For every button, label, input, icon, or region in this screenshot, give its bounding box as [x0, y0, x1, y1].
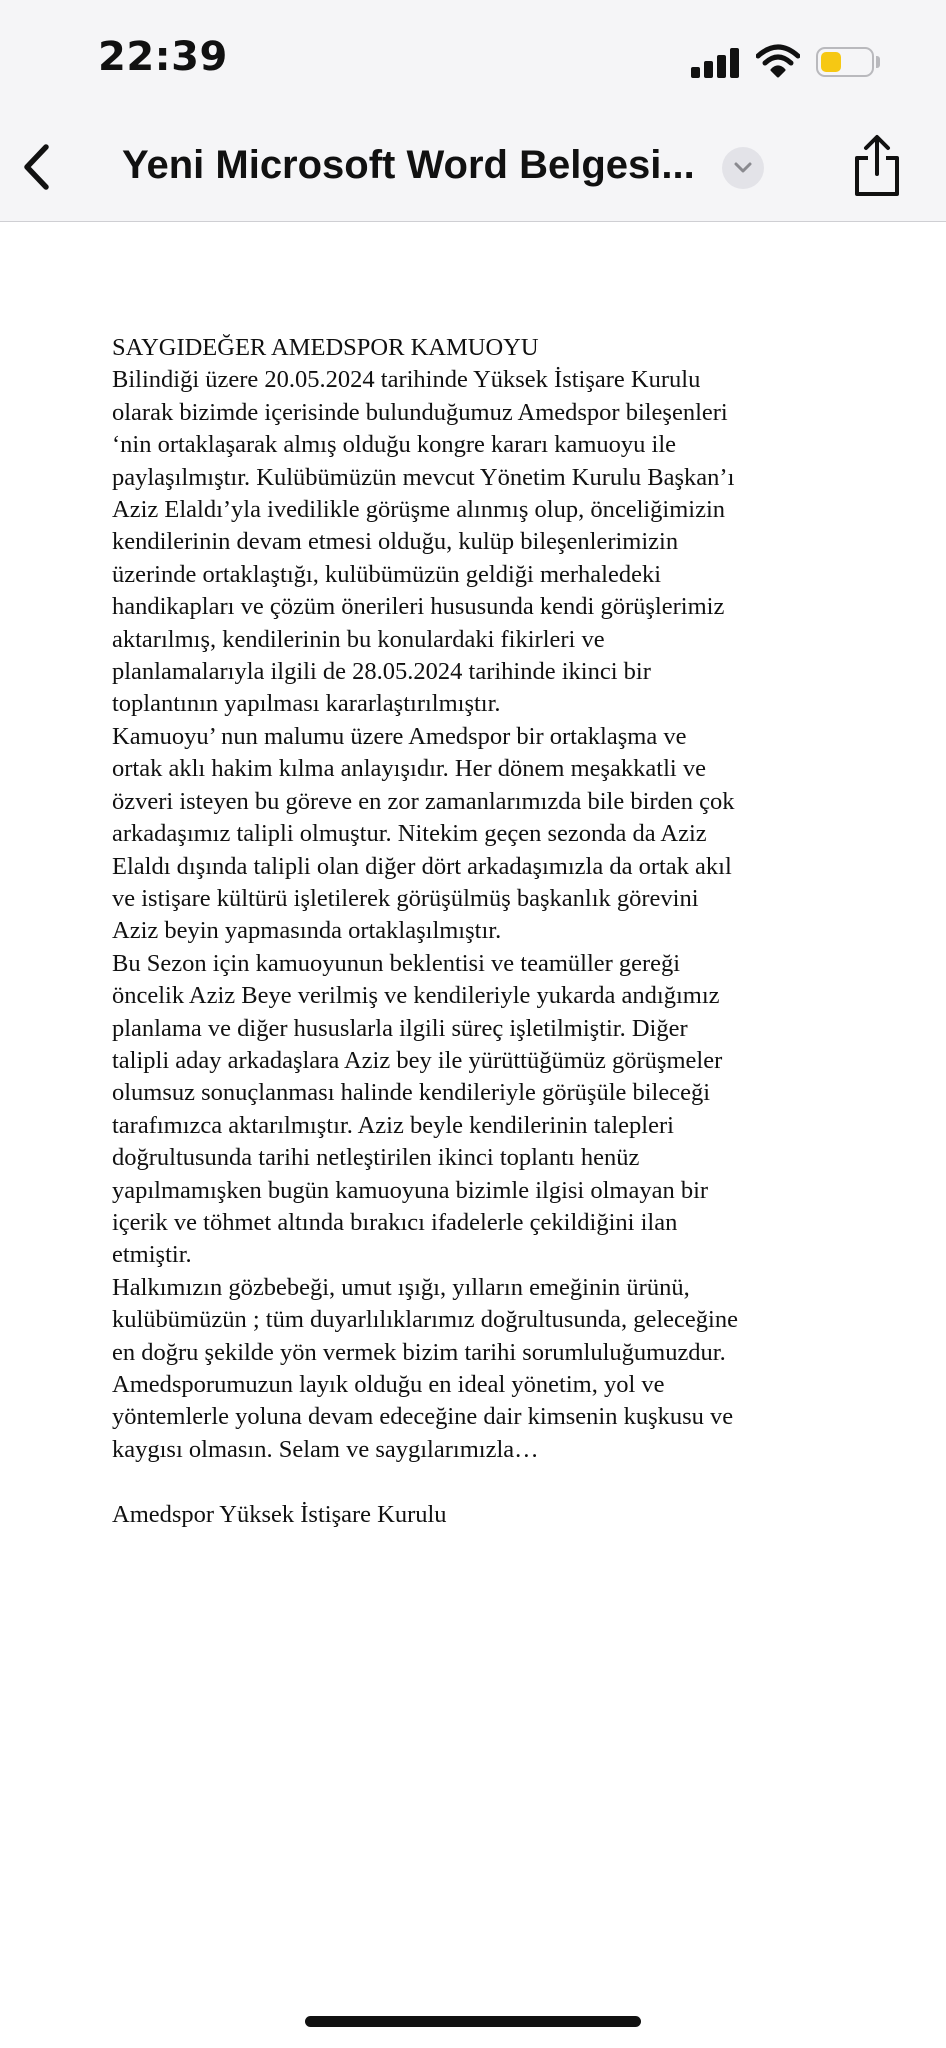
- document-line: toplantının yapılması kararlaştırılmıştır.: [112, 690, 501, 718]
- document-line: etmiştir.: [112, 1241, 192, 1269]
- document-line: arkadaşımız talipli olmuştur. Nitekim geçen sezonda da Aziz: [112, 820, 707, 848]
- document-line: Bilindiği üzere 20.05.2024 tarihinde Yüksek İstişare Kurulu: [112, 366, 701, 394]
- title-menu-button[interactable]: [722, 147, 764, 189]
- document-line: Bu Sezon için kamuoyunun beklentisi ve teamüller gereği: [112, 949, 681, 977]
- battery-level-fill: [821, 52, 841, 72]
- chevron-left-icon: [21, 143, 51, 191]
- document-line: yöntemlerle yoluna devam edeceğine dair kimsenin kuşkusu ve: [112, 1403, 734, 1431]
- document-line: olarak bizimde içerisinde bulunduğumuz Amedspor bileşenleri: [112, 398, 728, 426]
- back-button[interactable]: [16, 138, 56, 196]
- document-line: Amedsporumuzun layık olduğu en ideal yönetim, yol ve: [112, 1371, 665, 1398]
- share-icon[interactable]: [850, 134, 904, 198]
- blank-line: [112, 1466, 842, 1498]
- document-line: Aziz Elaldı’yla ivedilikle görüşme alınmış olup, önceliğimizin: [112, 496, 726, 524]
- document-line: Halkımızın gözbebeği, umut ışığı, yılların emeğinin ürünü,: [112, 1273, 690, 1301]
- document-paragraphs: [112, 364, 842, 1466]
- battery-icon: [816, 47, 874, 77]
- document-line: paylaşılmıştır. Kulübümüzün mevcut Yönetim Kurulu Başkan’ı: [112, 463, 735, 491]
- document-line: doğrultusunda tarihi netleştirilen ikinci toplantı henüz: [112, 1144, 640, 1172]
- document-line: özveri isteyen bu göreve en zor zamanlarımızda bile birden çok: [112, 787, 735, 815]
- document-body: [112, 332, 842, 1531]
- document-line: talipli aday arkadaşlara Aziz bey ile yürüttüğümüz görüşmeler: [112, 1046, 723, 1074]
- document-line: içerik ve töhmet altında bırakıcı ifadelerle çekildiğini ilan: [112, 1208, 678, 1236]
- document-line: planlama ve diğer hususlarla ilgili süreç işletilmiştir. Diğer: [112, 1014, 688, 1042]
- document-line: ortak aklı hakim kılma anlayışıdır. Her dönem meşakkatli ve: [112, 755, 706, 783]
- chevron-down-icon: [733, 161, 753, 175]
- wifi-icon: [756, 44, 800, 78]
- document-line: kaygısı olmasın. Selam ve saygılarımızla…: [112, 1435, 539, 1463]
- status-time: 22:39: [98, 34, 228, 80]
- battery-nub: [876, 56, 880, 68]
- document-line: kulübümüzün ; tüm duyarlılıklarımız doğrultusunda, geleceğine: [112, 1306, 738, 1334]
- document-line: ve istişare kültürü işletilerek görüşülmüş başkanlık görevini: [112, 884, 699, 912]
- document-line: yapılmamışken bugün kamuoyuna bizimle ilgisi olmayan bir: [112, 1176, 709, 1204]
- top-bar: [0, 0, 946, 222]
- document-title: Yeni Microsoft Word Belgesi...: [122, 143, 695, 187]
- document-line: en doğru şekilde yön vermek bizim tarihi sorumluluğumuzdur.: [112, 1338, 726, 1366]
- document-line: Aziz beyin yapmasında ortaklaşılmıştır.: [112, 917, 502, 945]
- home-indicator[interactable]: [305, 2016, 641, 2027]
- document-heading: SAYGIDEĞER AMEDSPOR KAMUOYU: [112, 334, 539, 361]
- document-line: handikapları ve çözüm önerileri hususunda kendi görüşlerimiz: [112, 593, 725, 621]
- document-line: tarafımızca aktarılmıştır. Aziz beyle kendilerinin talepleri: [112, 1111, 674, 1139]
- document-line: ‘nin ortaklaşarak almış olduğu kongre kararı kamuoyu ile: [112, 431, 677, 459]
- document-line: aktarılmış, kendilerinin bu konulardaki fikirleri ve: [112, 625, 605, 653]
- document-signature: Amedspor Yüksek İstişare Kurulu: [112, 1500, 447, 1528]
- document-line: Elaldı dışında talipli olan diğer dört arkadaşımızla da ortak akıl: [112, 852, 732, 880]
- document-line: üzerinde ortaklaştığı, kulübümüzün geldiği merhaledeki: [112, 560, 662, 588]
- document-line: kendilerinin devam etmesi olduğu, kulüp bileşenlerimizin: [112, 528, 679, 556]
- document-line: öncelik Aziz Beye verilmiş ve kendileriyle yukarda andığımız: [112, 982, 720, 1010]
- document-line: olumsuz sonuçlanması halinde kendileriyle görüşüle bileceği: [112, 1079, 711, 1107]
- cellular-signal-icon: [691, 48, 739, 78]
- document-line: Kamuoyu’ nun malumu üzere Amedspor bir ortaklaşma ve: [112, 722, 687, 750]
- document-line: planlamalarıyla ilgili de 28.05.2024 tarihinde ikinci bir: [112, 658, 651, 686]
